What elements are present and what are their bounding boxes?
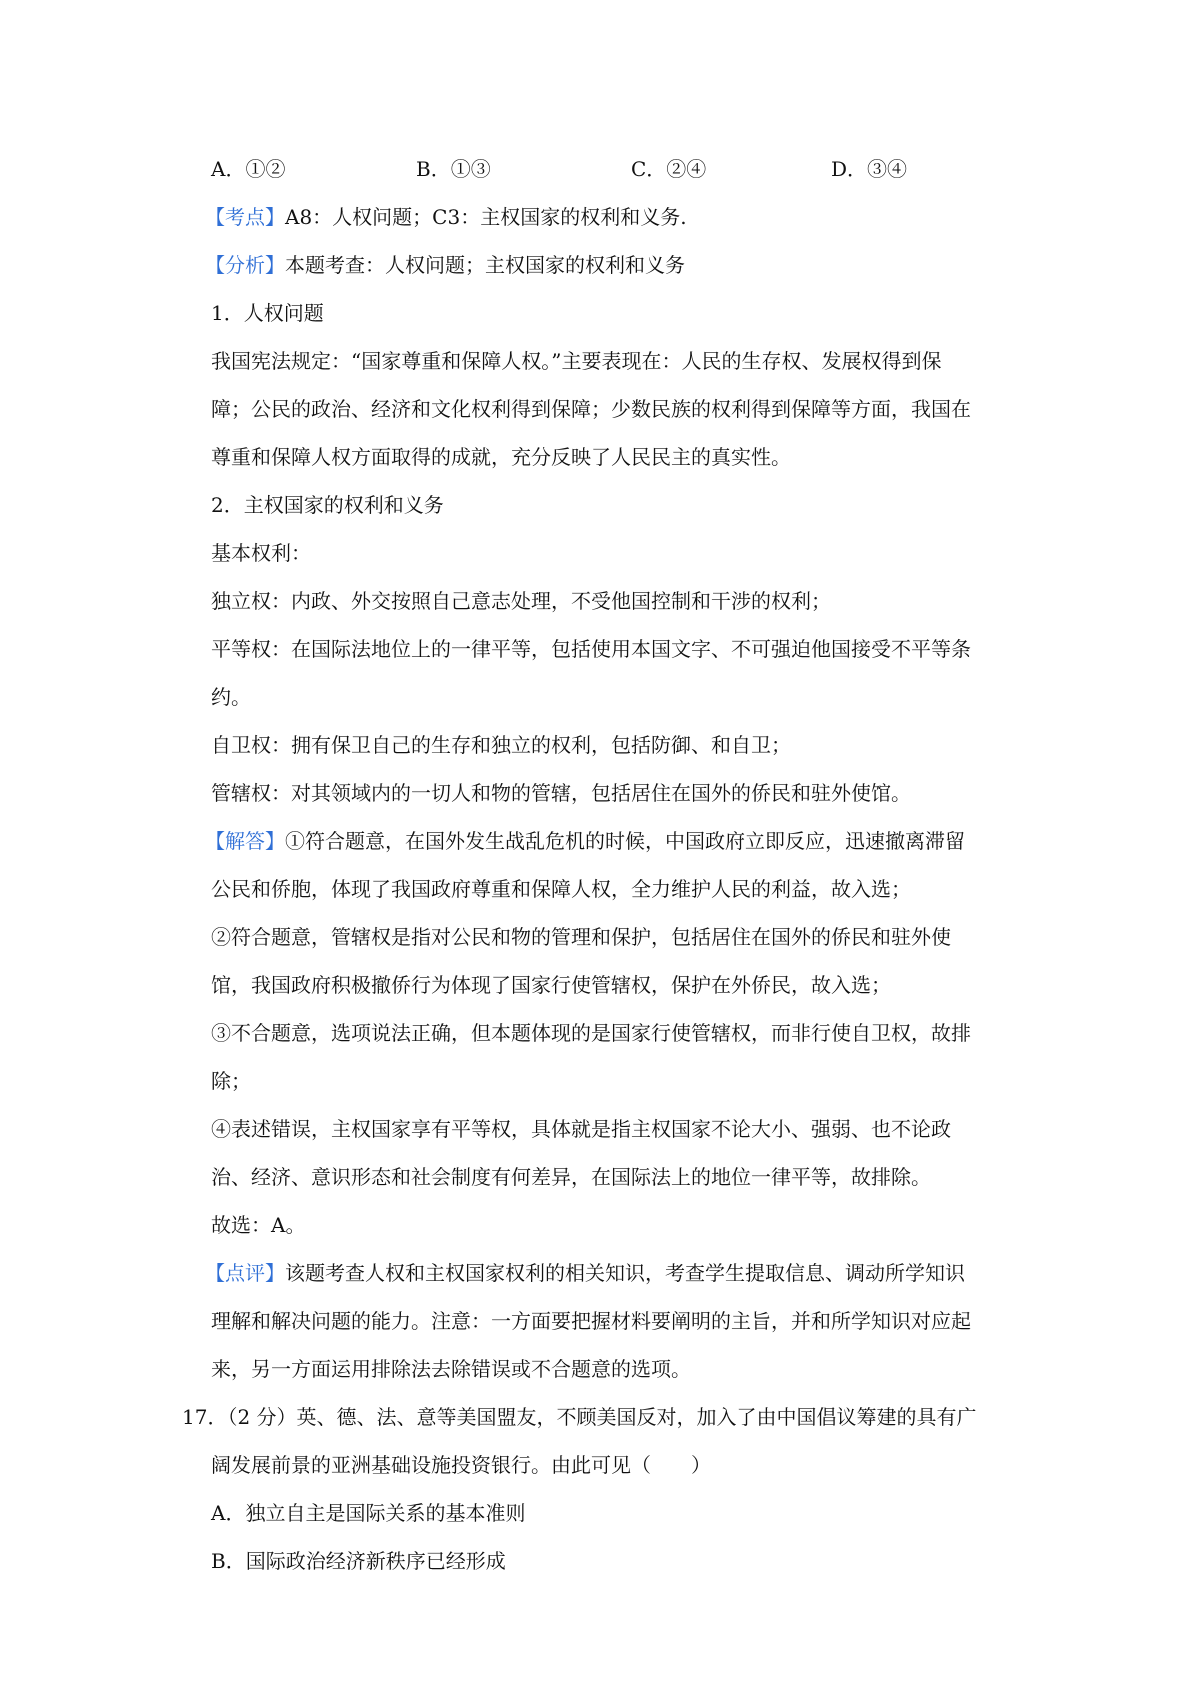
option-b: B．①③ — [416, 157, 491, 181]
dianping-line — [205, 1259, 1025, 1287]
question-stem-line: 阔发展前景的亚洲基础设施投资银行。由此可见（ ） — [211, 1453, 711, 1477]
analysis-line: 我国宪法规定：“国家尊重和保障人权。”主要表现在：人民的生存权、发展权得到保 — [211, 349, 942, 373]
dianping-first: 该题考查人权和主权国家权利的相关知识，考查学生提取信息、调动所学知识 — [285, 1261, 965, 1285]
jieda-line: 除； — [211, 1069, 251, 1093]
jieda-line: 治、经济、意识形态和社会制度有何差异，在国际法上的地位一律平等，故排除。 — [211, 1165, 931, 1189]
analysis-line: 1．人权问题 — [211, 301, 324, 325]
fenxi-text: 本题考查：人权问题；主权国家的权利和义务 — [285, 253, 685, 277]
analysis-line: 2．主权国家的权利和义务 — [211, 493, 444, 517]
question-17-line — [182, 1403, 1042, 1431]
jieda-answer: 故选：A。 — [211, 1213, 306, 1237]
jieda-line: 公民和侨胞，体现了我国政府尊重和保障人权，全力维护人民的利益，故入选； — [211, 877, 911, 901]
question-number: 17． — [182, 1405, 228, 1429]
question-option-b: B．国际政治经济新秩序已经形成 — [211, 1549, 506, 1573]
jieda-line: ④表述错误，主权国家享有平等权，具体就是指主权国家不论大小、强弱、也不论政 — [211, 1117, 951, 1141]
analysis-line: 独立权：内政、外交按照自己意志处理，不受他国控制和干涉的权利； — [211, 589, 831, 613]
analysis-line: 平等权：在国际法地位上的一律平等，包括使用本国文字、不可强迫他国接受不平等条 — [211, 637, 971, 661]
jieda-line: ②符合题意，管辖权是指对公民和物的管理和保护，包括居住在国外的侨民和驻外使 — [211, 925, 951, 949]
option-d: D．③④ — [831, 157, 908, 181]
option-c: C．②④ — [631, 157, 707, 181]
kaodian-text: A8：人权问题；C3：主权国家的权利和义务. — [285, 205, 687, 229]
fenxi-tag: 【分析】 — [205, 253, 285, 277]
analysis-line: 尊重和保障人权方面取得的成就，充分反映了人民民主的真实性。 — [211, 445, 791, 469]
question-option-a: A．独立自主是国际关系的基本准则 — [211, 1501, 526, 1525]
analysis-line: 管辖权：对其领域内的一切人和物的管辖，包括居住在国外的侨民和驻外使馆。 — [211, 781, 911, 805]
jieda-line: ③不合题意，选项说法正确，但本题体现的是国家行使管辖权，而非行使自卫权，故排 — [211, 1021, 971, 1045]
question-stem: （2 分）英、德、法、意等美国盟友，不顾美国反对，加入了由中国倡议筹建的具有广 — [227, 1405, 977, 1429]
option-a: A．①② — [211, 157, 286, 181]
kaodian-tag: 【考点】 — [205, 205, 285, 229]
analysis-line: 自卫权：拥有保卫自己的生存和独立的权利，包括防御、和自卫； — [211, 733, 791, 757]
analysis-line: 障；公民的政治、经济和文化权利得到保障；少数民族的权利得到保障等方面，我国在 — [211, 397, 971, 421]
jieda-first: ①符合题意，在国外发生战乱危机的时候，中国政府立即反应，迅速撤离滞留 — [285, 829, 965, 853]
jieda-line: 馆，我国政府积极撤侨行为体现了国家行使管辖权，保护在外侨民，故入选； — [211, 973, 891, 997]
jieda-tag: 【解答】 — [205, 829, 285, 853]
fenxi-line — [205, 251, 1025, 279]
dianping-line: 理解和解决问题的能力。注意：一方面要把握材料要阐明的主旨，并和所学知识对应起 — [211, 1309, 971, 1333]
analysis-line: 约。 — [211, 685, 251, 709]
dianping-line: 来，另一方面运用排除法去除错误或不合题意的选项。 — [211, 1357, 691, 1381]
jieda-line — [205, 827, 1025, 855]
analysis-line: 基本权利： — [211, 541, 311, 565]
dianping-tag: 【点评】 — [205, 1261, 285, 1285]
kaodian-line — [205, 203, 1025, 231]
